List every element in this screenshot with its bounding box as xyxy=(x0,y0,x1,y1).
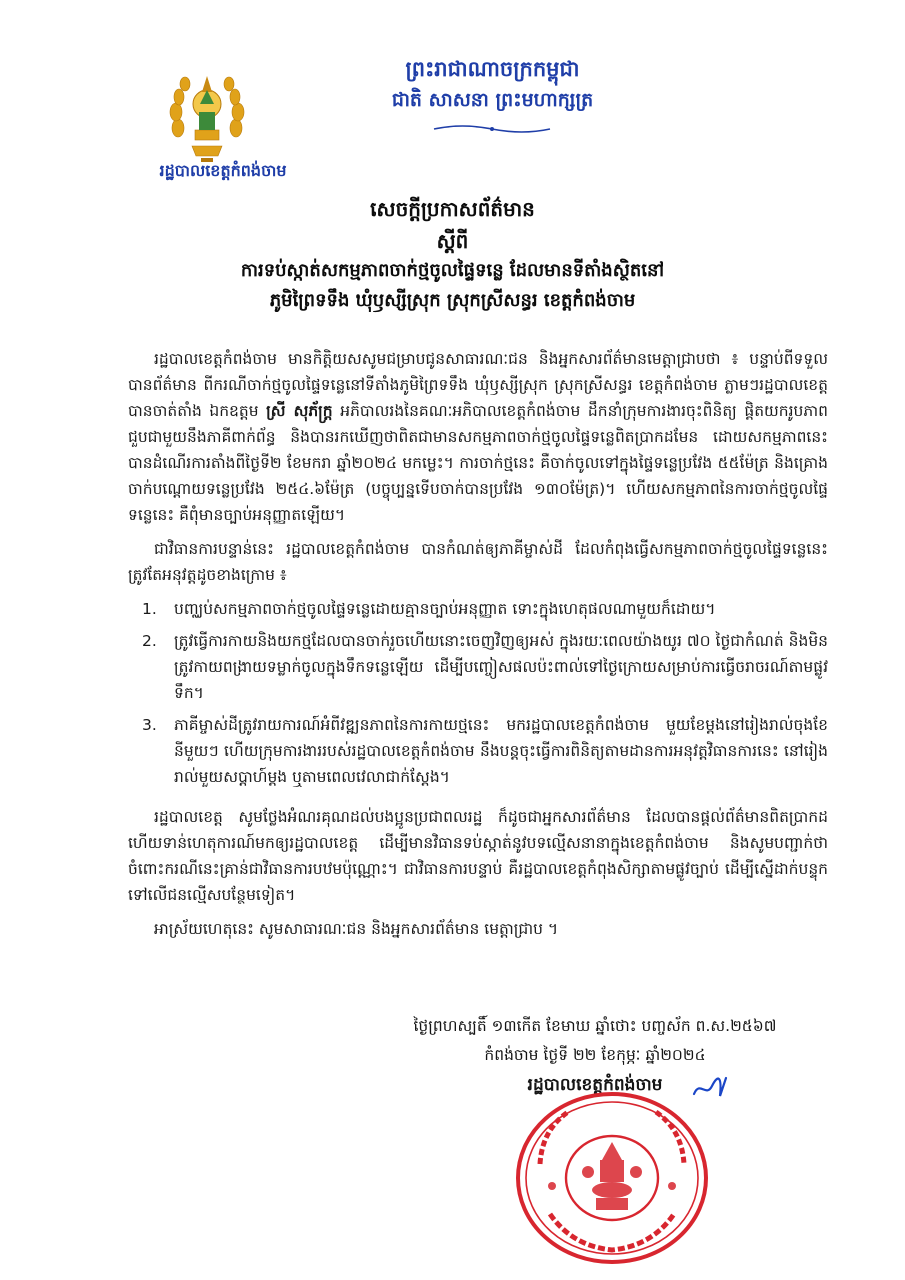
official-name: ស្រី សុភ័ក្ត្រ xyxy=(266,402,333,420)
list-item-number: 3. xyxy=(142,716,157,734)
paragraph-1 xyxy=(128,346,828,528)
measures-list xyxy=(128,596,828,790)
paragraph-3: រដ្ឋបាលខេត្ត សូមថ្លែងអំណរគុណដល់បងប្អូនប្រជាពលរដ្ឋ ក៏ដូចជាអ្នកសារព័ត៌មាន ដែលបានផ្តល់ព័ត៌មានពិតប្រាកដ ហើយទាន់ហេតុការណ៍មកឲ្យរដ្ឋបាលខេត្ត ដើម្បីមានវិធានទប់ស្កាត់នូវបទល្មើសនានាក្នុងខេត្តកំពង់ចាម និងសូមបញ្ជាក់ថា ចំពោះករណីនេះគ្រាន់ជាវិធានការបឋមប៉ុណ្ណោះ។ ជាវិធានការបន្ទាប់ គឺរដ្ឋបាលខេត្តកំពុងសិក្សាតាមផ្លូវច្បាប់ ដើម្បីស្នើដាក់បន្ទុកទៅលើជនល្មើសបន្ថែមទៀត។ xyxy=(128,808,828,904)
signatory-title: រដ្ឋបាលខេត្តកំពង់ចាម xyxy=(527,1075,663,1095)
paragraph-2: ជាវិធានការបន្ទាន់នេះ រដ្ឋបាលខេត្តកំពង់ចាម បានកំណត់ឲ្យភាគីម្ចាស់ដី ដែលកំពុងធ្វើសកម្មភាពចាក់ថ្មចូលផ្ទៃទន្លេនេះ ត្រូវតែអនុវត្តដូចខាងក្រោម ៖ xyxy=(128,540,828,584)
lunar-date: ថ្ងៃព្រហស្បតិ៍ ១៣កើត ខែមាឃ ឆ្នាំថោះ បញ្ចស័ក ព.ស.២៥៦៧ xyxy=(413,1017,777,1035)
provincial-emblem-icon xyxy=(168,70,246,164)
title-subject-label: ស្តីពី xyxy=(436,229,469,253)
document-title: សេចក្តីប្រកាសព័ត៌មាន xyxy=(370,197,535,221)
list-item-text: បញ្ឈប់សកម្មភាពចាក់ថ្មចូលផ្ទៃទន្លេដោយគ្មានច្បាប់អនុញ្ញាត ទោះក្នុងហេតុផលណាមួយក៏ដោយ។ xyxy=(174,600,716,618)
province-admin-label: រដ្ឋបាលខេត្តកំពង់ចាម xyxy=(159,161,287,180)
national-motto: ជាតិ សាសនា ព្រះមហាក្សត្រ xyxy=(391,89,594,111)
paragraph-1-rest: អភិបាលរងនៃគណៈអភិបាលខេត្តកំពង់ចាម ដឹកនាំក្រុមការងារចុះពិនិត្យ ផ្តិតយករូបភាព ជួបជាមួយនឹងភាគីពាក់ព័ន្ធ និងបានរកឃើញថាពិតជាមានសកម្មភាពចាក់ថ្មចូលផ្ទៃទន្លេពិតប្រាកដមែន ដោយសកម្មភាពនេះបានដំណើរការតាំងពីថ្ងៃទី២ ខែមករា ឆ្នាំ២០២៤ មកម្លេះ។ ការចាក់ថ្មនេះ គឺចាក់ចូលទៅក្នុងផ្ទៃទន្លេប្រវែង ៥៥ម៉ែត្រ និងគ្រោងចាក់បណ្តោយទន្លេប្រវែង ២៥៤.៦ម៉ែត្រ (បច្ចុប្បន្នទើបចាក់បានប្រវែង ១៣០ម៉ែត្រ)។ ហើយសកម្មភាពនៃការចាក់ថ្មចូលផ្ទៃទន្លេនេះ គឺពុំមានច្បាប់អនុញ្ញាតឡើយ។ xyxy=(128,402,828,524)
title-subject-line-2: ភូមិព្រៃទទឹង ឃុំឫស្សីស្រុក ស្រុកស្រីសន្ធរ ខេត្តកំពង់ចាម xyxy=(269,290,636,311)
list-item-text: ត្រូវធ្វើការកាយនិងយកថ្មដែលបានចាក់រួចហើយនោះចេញវិញឲ្យអស់ ក្នុងរយៈពេលយ៉ាងយូរ ៧០ ថ្ងៃជាកំណត់ និងមិនត្រូវកាយពង្រាយទម្លាក់ចូលក្នុងទឹកទន្លេឡើយ ដើម្បីបញ្ចៀសផលប៉ះពាល់ទៅថ្ងៃក្រោយសម្រាប់ការធ្វើចរាចរណ៍តាមផ្លូវទឹក។ xyxy=(174,632,828,702)
list-item xyxy=(128,712,828,790)
list-item-number: 2. xyxy=(142,632,157,650)
official-seal-icon xyxy=(512,1086,712,1266)
list-item-number: 1. xyxy=(142,600,157,618)
solar-date: កំពង់ចាម ថ្ងៃទី ២២ ខែកុម្ភៈ ឆ្នាំ២០២៤ xyxy=(484,1046,706,1064)
list-item-text: ភាគីម្ចាស់ដីត្រូវរាយការណ៍អំពីវឌ្ឍនភាពនៃការកាយថ្មនេះ មករដ្ឋបាលខេត្តកំពង់ចាម មួយខែម្តងនៅរៀងរាល់ចុងខែនីមួយៗ ហើយក្រុមការងាររបស់រដ្ឋបាលខេត្តកំពង់ចាម នឹងបន្តចុះធ្វើការពិនិត្យតាមដានការអនុវត្តវិធានការនេះ នៅរៀងរាល់មួយសប្តាហ៍ម្តង ឬតាមពេលវេលាជាក់ស្តែង។ xyxy=(174,716,828,786)
list-item xyxy=(128,596,828,622)
paragraph-4: អាស្រ័យហេតុនេះ សូមសាធារណៈជន និងអ្នកសារព័ត៌មាន មេត្តាជ្រាប ។ xyxy=(154,920,559,938)
paragraph-1-intro: រដ្ឋបាលខេត្តកំពង់ចាម មានកិត្តិយសសូមជម្រាបជូនសាធារណៈជន និងអ្នកសារព័ត៌មានមេត្តាជ្រាបថា ៖ បន្ទាប់ពីទទួលបានព័ត៌មាន ពីករណីចាក់ថ្មចូលផ្ទៃទន្លេនៅទីតាំងភូមិព្រៃទទឹង ឃុំឫស្សីស្រុក ស្រុកស្រីសន្ធរ ខេត្តកំពង់ចាម ភ្លាមៗរដ្ឋបាលខេត្ត បានចាត់តាំង ឯកឧត្តម xyxy=(128,350,828,420)
document-body xyxy=(128,346,828,950)
title-subject-line-1: ការទប់ស្កាត់សកម្មភាពចាក់ថ្មចូលផ្ទៃទន្លេ ដែលមានទីតាំងស្ថិតនៅ xyxy=(240,260,665,281)
divider-ornament xyxy=(432,124,552,134)
list-item xyxy=(128,628,828,706)
kingdom-heading: ព្រះរាជាណាចក្រកម្ពុជា xyxy=(405,57,580,81)
